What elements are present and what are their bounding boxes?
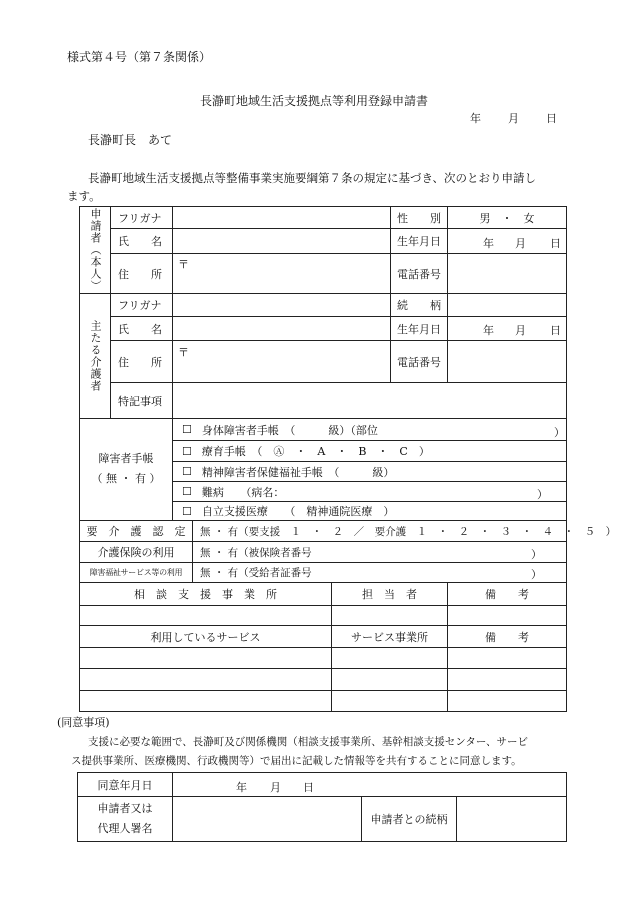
remarks-header: 備 考 bbox=[485, 588, 529, 601]
handbook-item-close: ） bbox=[554, 426, 565, 439]
applicant-postal-mark: 〒 bbox=[178, 258, 189, 271]
checkbox-icon[interactable]: ☐ bbox=[182, 423, 192, 436]
caregiver-dob-month: 月 bbox=[515, 324, 526, 337]
consent-text-line-1: 支援に必要な範囲で、長瀞町及び関係機関（相談支援事業所、基幹相談支援センター、サービ bbox=[88, 736, 528, 748]
applicant-dob-year: 年 bbox=[483, 237, 494, 250]
consent-text-line-2: ス提供事業所、医療機関、行政機関等）で届出に記載した情報等を共有することに同意します。 bbox=[71, 755, 522, 767]
applicant-phone-label: 電話番号 bbox=[397, 267, 441, 281]
handbook-item-text: 療育手帳 （ Ⓐ ・ A ・ B ・ C ） bbox=[201, 445, 430, 458]
handbook-item-text: 身体障害者手帳 （ 級）（部位 bbox=[201, 423, 378, 437]
signer-label-line-2: 代理人署名 bbox=[97, 822, 153, 835]
applicant-dob-month: 月 bbox=[515, 237, 526, 250]
care-insurance-label: 介護保険の利用 bbox=[97, 546, 175, 559]
checkbox-icon[interactable]: ☐ bbox=[182, 465, 192, 478]
disability-service-label: 障害福祉サービス等の利用 bbox=[89, 568, 183, 577]
handbook-label: 障害者手帳 bbox=[98, 452, 154, 465]
caregiver-dob-day: 日 bbox=[550, 324, 561, 337]
relation-to-applicant-label: 申請者との続柄 bbox=[370, 813, 448, 826]
addressee: 長瀞町長 あて bbox=[88, 133, 173, 147]
care-cert-label: 要 介 護 認 定 bbox=[86, 525, 186, 538]
remarks-header-2: 備 考 bbox=[485, 630, 529, 644]
caregiver-relation-label: 続 柄 bbox=[397, 299, 441, 312]
checkbox-icon[interactable]: ☐ bbox=[182, 485, 192, 498]
caregiver-dob-label: 生年月日 bbox=[397, 322, 441, 336]
signer-label-line-1: 申請者又は bbox=[97, 802, 153, 815]
form-number: 様式第４号（第７条関係） bbox=[67, 50, 212, 64]
care-insurance-value: 無 ・ 有（被保険者番号 bbox=[200, 546, 312, 559]
handbook-item-close: ） bbox=[537, 488, 548, 501]
caregiver-furigana-label: フリガナ bbox=[118, 299, 162, 312]
applicant-dob-day: 日 bbox=[550, 237, 561, 250]
caregiver-address-label: 住 所 bbox=[118, 355, 162, 369]
consent-date-year: 年 bbox=[236, 781, 247, 794]
consent-date-month: 月 bbox=[270, 781, 281, 794]
handbook-item-ryoiku bbox=[182, 441, 430, 461]
caregiver-name-label: 氏 名 bbox=[118, 322, 162, 336]
checkbox-icon[interactable]: ☐ bbox=[182, 504, 192, 518]
applicant-furigana-label: フリガナ bbox=[118, 211, 162, 225]
handbook-item-physical bbox=[182, 419, 378, 440]
handbook-status: （ 無 ・ 有 ） bbox=[91, 472, 161, 485]
applicant-section-label: 申請者（本人） bbox=[89, 208, 102, 292]
caregiver-notes-label: 特記事項 bbox=[118, 394, 162, 408]
services-used-header: 利用しているサービス bbox=[150, 630, 261, 644]
disability-service-close: ） bbox=[531, 568, 542, 581]
caregiver-dob-year: 年 bbox=[483, 324, 494, 337]
consent-heading: (同意事項) bbox=[57, 716, 110, 729]
person-in-charge-header: 担 当 者 bbox=[362, 588, 417, 601]
handbook-item-text: 自立支援医療 （ 精神通院医療 ） bbox=[201, 505, 395, 518]
applicant-gender-label: 性 別 bbox=[397, 211, 441, 225]
consent-date-day: 日 bbox=[303, 781, 314, 794]
handbook-item-independence-medical bbox=[182, 502, 394, 520]
applicant-dob-label: 生年月日 bbox=[397, 235, 441, 248]
intro-line-1: 長瀞町地域生活支援拠点等整備事業実施要綱第７条の規定に基づき、次のとおり申請し bbox=[88, 171, 537, 185]
care-insurance-close: ） bbox=[531, 548, 542, 561]
page-title: 長瀞町地域生活支援拠点等利用登録申請書 bbox=[200, 94, 429, 108]
checkbox-icon[interactable]: ☐ bbox=[182, 444, 192, 458]
handbook-item-text: 精神障害者保健福祉手帳 （ 級） bbox=[201, 465, 395, 479]
handbook-item-text: 難病 （病名： bbox=[201, 485, 285, 499]
caregiver-postal-mark: 〒 bbox=[178, 346, 189, 359]
applicant-name-label: 氏 名 bbox=[118, 235, 162, 248]
disability-service-value: 無 ・ 有（受給者証番号 bbox=[200, 567, 312, 579]
header-date-day: 日 bbox=[546, 112, 557, 125]
intro-line-2: ます。 bbox=[67, 189, 101, 203]
consent-date-label: 同意年月日 bbox=[97, 778, 153, 792]
caregiver-section-label: 主たる介護者 bbox=[89, 320, 102, 392]
header-date-year: 年 bbox=[470, 112, 481, 125]
handbook-item-intractable-disease bbox=[182, 482, 284, 501]
service-provider-header: サービス事業所 bbox=[351, 630, 428, 644]
applicant-address-label: 住 所 bbox=[118, 267, 162, 281]
caregiver-phone-label: 電話番号 bbox=[397, 355, 441, 369]
header-date-month: 月 bbox=[508, 112, 519, 125]
support-office-header: 相 談 支 援 事 業 所 bbox=[134, 588, 277, 601]
care-cert-value: 無 ・ 有（要支援 １ ・ ２ ／ 要介護 １ ・ ２ ・ ３ ・ ４ ・ ５ ） bbox=[200, 525, 617, 538]
applicant-gender-value: 男 ・ 女 bbox=[479, 211, 535, 225]
handbook-item-mental bbox=[182, 462, 394, 481]
